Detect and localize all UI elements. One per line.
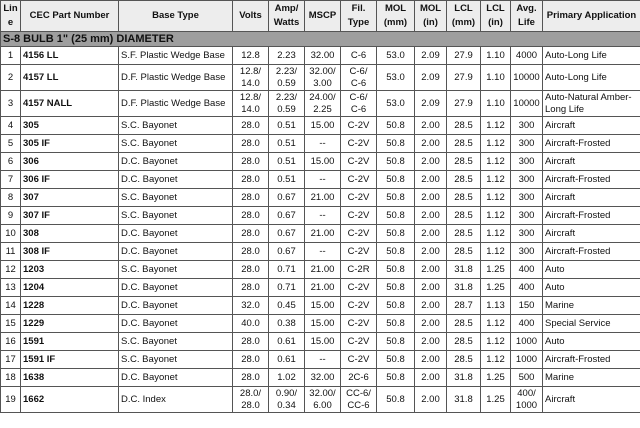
table-cell: 28.5 — [447, 207, 481, 225]
table-cell: Aircraft — [543, 387, 640, 413]
table-cell: 28.0/ 28.0 — [233, 387, 269, 413]
table-cell: 1.10 — [481, 47, 511, 65]
table-cell: 1.12 — [481, 243, 511, 261]
table-cell: 1.12 — [481, 315, 511, 333]
table-cell: S.F. Plastic Wedge Base — [119, 47, 233, 65]
table-cell: Aircraft-Frosted — [543, 171, 640, 189]
table-cell: C-6/ C-6 — [341, 65, 377, 91]
table-cell: 1591 IF — [21, 351, 119, 369]
table-cell: C-6 — [341, 47, 377, 65]
column-header: Base Type — [119, 1, 233, 32]
table-cell: 1.12 — [481, 117, 511, 135]
table-cell: 32.0 — [233, 297, 269, 315]
column-header: Amp/ Watts — [269, 1, 305, 32]
table-cell: 8 — [1, 189, 21, 207]
table-cell: 13 — [1, 279, 21, 297]
table-cell: 1.25 — [481, 369, 511, 387]
table-cell: Special Service — [543, 315, 640, 333]
table-cell: 12.8/ 14.0 — [233, 65, 269, 91]
table-cell: 21.00 — [305, 279, 341, 297]
table-cell: 2.23/ 0.59 — [269, 91, 305, 117]
table-cell: C-2V — [341, 351, 377, 369]
table-cell: D.C. Bayonet — [119, 297, 233, 315]
table-cell: 32.00 — [305, 47, 341, 65]
table-cell: D.C. Bayonet — [119, 369, 233, 387]
table-cell: 1662 — [21, 387, 119, 413]
table-header — [1, 1, 640, 32]
column-header: LCL (mm) — [447, 1, 481, 32]
table-cell: 15.00 — [305, 333, 341, 351]
table-cell: 300 — [511, 153, 543, 171]
table-cell: 6 — [1, 153, 21, 171]
table-cell: C-2V — [341, 207, 377, 225]
table-cell: 1591 — [21, 333, 119, 351]
table-cell: 50.8 — [377, 387, 415, 413]
table-cell: 0.51 — [269, 153, 305, 171]
table-cell: C-2V — [341, 117, 377, 135]
table-cell: 27.9 — [447, 91, 481, 117]
table-cell: 2.00 — [415, 225, 447, 243]
table-cell: 2.00 — [415, 153, 447, 171]
table-cell: 50.8 — [377, 333, 415, 351]
table-cell: Aircraft-Frosted — [543, 351, 640, 369]
table-cell: 305 IF — [21, 135, 119, 153]
table-cell: Auto — [543, 279, 640, 297]
table-cell: 306 — [21, 153, 119, 171]
table-cell: 500 — [511, 369, 543, 387]
table-cell: 1.25 — [481, 261, 511, 279]
table-cell: 308 IF — [21, 243, 119, 261]
table-row — [1, 65, 640, 91]
table-cell: 28.5 — [447, 189, 481, 207]
table-cell: 0.67 — [269, 189, 305, 207]
table-cell: S.C. Bayonet — [119, 117, 233, 135]
table-cell: Auto — [543, 261, 640, 279]
table-cell: 307 IF — [21, 207, 119, 225]
table-cell: 28.0 — [233, 243, 269, 261]
section-row — [1, 32, 640, 47]
table-cell: Marine — [543, 369, 640, 387]
table-cell: 28.7 — [447, 297, 481, 315]
table-cell: 21.00 — [305, 189, 341, 207]
table-cell: 9 — [1, 207, 21, 225]
table-cell: 19 — [1, 387, 21, 413]
table-cell: Aircraft — [543, 225, 640, 243]
table-cell: 1203 — [21, 261, 119, 279]
table-cell: 2C-6 — [341, 369, 377, 387]
table-cell: 1.12 — [481, 333, 511, 351]
table-cell: 50.8 — [377, 171, 415, 189]
table-cell: D.C. Bayonet — [119, 279, 233, 297]
table-cell: 12.8 — [233, 47, 269, 65]
table-cell: 2.00 — [415, 117, 447, 135]
table-row — [1, 225, 640, 243]
table-cell: 2.00 — [415, 243, 447, 261]
table-cell: 21.00 — [305, 225, 341, 243]
table-cell: 50.8 — [377, 135, 415, 153]
table-cell: 15.00 — [305, 153, 341, 171]
table-cell: 0.71 — [269, 279, 305, 297]
table-cell: C-2V — [341, 297, 377, 315]
table-cell: C-2R — [341, 261, 377, 279]
table-cell: 1.12 — [481, 189, 511, 207]
table-cell: 0.61 — [269, 351, 305, 369]
table-cell: 2.00 — [415, 189, 447, 207]
table-cell: 28.5 — [447, 333, 481, 351]
table-cell: Auto-Long Life — [543, 65, 640, 91]
table-cell: 0.38 — [269, 315, 305, 333]
table-cell: 53.0 — [377, 91, 415, 117]
table-cell: S.C. Bayonet — [119, 333, 233, 351]
table-cell: 2.09 — [415, 47, 447, 65]
table-cell: 27.9 — [447, 65, 481, 91]
table-cell: 12 — [1, 261, 21, 279]
table-cell: 308 — [21, 225, 119, 243]
table-row — [1, 351, 640, 369]
table-cell: 1.12 — [481, 171, 511, 189]
table-cell: 307 — [21, 189, 119, 207]
table-cell: C-2V — [341, 225, 377, 243]
table-cell: 31.8 — [447, 369, 481, 387]
table-body — [1, 32, 640, 413]
table-cell: 50.8 — [377, 189, 415, 207]
table-cell: C-2V — [341, 153, 377, 171]
table-cell: 2.00 — [415, 261, 447, 279]
table-cell: 50.8 — [377, 207, 415, 225]
table-cell: D.C. Bayonet — [119, 225, 233, 243]
table-cell: C-2V — [341, 315, 377, 333]
table-cell: C-2V — [341, 189, 377, 207]
table-cell: Auto-Natural Amber-Long Life — [543, 91, 640, 117]
table-row — [1, 91, 640, 117]
table-row — [1, 261, 640, 279]
table-row — [1, 297, 640, 315]
table-row — [1, 387, 640, 413]
table-cell: 31.8 — [447, 261, 481, 279]
table-cell: Aircraft-Frosted — [543, 135, 640, 153]
header-row — [1, 1, 640, 32]
table-cell: 2.23 — [269, 47, 305, 65]
table-cell: Marine — [543, 297, 640, 315]
table-cell: 300 — [511, 243, 543, 261]
table-cell: 0.67 — [269, 243, 305, 261]
column-header: Avg. Life — [511, 1, 543, 32]
table-cell: C-2V — [341, 333, 377, 351]
table-cell: 50.8 — [377, 315, 415, 333]
table-cell: Aircraft — [543, 153, 640, 171]
table-cell: CC-6/ CC-6 — [341, 387, 377, 413]
table-cell: S.C. Bayonet — [119, 351, 233, 369]
table-cell: 50.8 — [377, 297, 415, 315]
table-cell: 3 — [1, 91, 21, 117]
table-cell: 53.0 — [377, 47, 415, 65]
table-cell: 0.51 — [269, 135, 305, 153]
table-cell: 16 — [1, 333, 21, 351]
table-cell: 1229 — [21, 315, 119, 333]
table-cell: 28.0 — [233, 333, 269, 351]
table-cell: 28.0 — [233, 279, 269, 297]
table-row — [1, 207, 640, 225]
table-cell: 400/ 1000 — [511, 387, 543, 413]
column-header: MOL (in) — [415, 1, 447, 32]
table-cell: 40.0 — [233, 315, 269, 333]
table-cell: 28.5 — [447, 171, 481, 189]
table-row — [1, 117, 640, 135]
section-title: S-8 BULB 1" (25 mm) DIAMETER — [1, 32, 640, 47]
table-cell: 24.00/ 2.25 — [305, 91, 341, 117]
table-cell: 4 — [1, 117, 21, 135]
table-cell: D.F. Plastic Wedge Base — [119, 65, 233, 91]
table-cell: 28.0 — [233, 153, 269, 171]
table-cell: 2.00 — [415, 315, 447, 333]
table-cell: 28.0 — [233, 117, 269, 135]
table-cell: 15 — [1, 315, 21, 333]
table-cell: 28.0 — [233, 189, 269, 207]
table-cell: 28.0 — [233, 351, 269, 369]
table-row — [1, 369, 640, 387]
table-cell: 300 — [511, 207, 543, 225]
table-row — [1, 315, 640, 333]
table-cell: 2.00 — [415, 171, 447, 189]
table-cell: 32.00/ 6.00 — [305, 387, 341, 413]
table-cell: 32.00 — [305, 369, 341, 387]
table-cell: 0.51 — [269, 117, 305, 135]
table-cell: 53.0 — [377, 65, 415, 91]
table-row — [1, 171, 640, 189]
table-cell: 4157 NALL — [21, 91, 119, 117]
table-cell: 15.00 — [305, 117, 341, 135]
column-header: Lin e — [1, 1, 21, 32]
table-cell: -- — [305, 207, 341, 225]
table-cell: 4157 LL — [21, 65, 119, 91]
table-cell: 2.00 — [415, 387, 447, 413]
table-cell: D.C. Bayonet — [119, 153, 233, 171]
table-cell: 50.8 — [377, 261, 415, 279]
table-cell: 32.00/ 3.00 — [305, 65, 341, 91]
column-header: Volts — [233, 1, 269, 32]
table-cell: 50.8 — [377, 243, 415, 261]
table-cell: 0.61 — [269, 333, 305, 351]
table-row — [1, 279, 640, 297]
table-cell: 305 — [21, 117, 119, 135]
table-cell: 1 — [1, 47, 21, 65]
table-cell: 1.12 — [481, 135, 511, 153]
table-cell: 28.5 — [447, 243, 481, 261]
table-cell: 306 IF — [21, 171, 119, 189]
column-header: Primary Application — [543, 1, 640, 32]
table-cell: 2.09 — [415, 65, 447, 91]
table-cell: 2.00 — [415, 369, 447, 387]
table-cell: 1.12 — [481, 207, 511, 225]
table-cell: 28.5 — [447, 225, 481, 243]
table-cell: 1638 — [21, 369, 119, 387]
column-header: MOL (mm) — [377, 1, 415, 32]
table-cell: 2.00 — [415, 135, 447, 153]
table-row — [1, 333, 640, 351]
table-cell: 1.25 — [481, 279, 511, 297]
table-cell: 50.8 — [377, 225, 415, 243]
table-cell: 50.8 — [377, 153, 415, 171]
table-cell: 1228 — [21, 297, 119, 315]
column-header: Fil. Type — [341, 1, 377, 32]
table-cell: 0.71 — [269, 261, 305, 279]
table-cell: 28.0 — [233, 225, 269, 243]
column-header: MSCP — [305, 1, 341, 32]
table-cell: 4000 — [511, 47, 543, 65]
table-cell: 1204 — [21, 279, 119, 297]
table-cell: C-2V — [341, 135, 377, 153]
table-cell: 31.8 — [447, 279, 481, 297]
table-cell: C-2V — [341, 279, 377, 297]
table-cell: 28.0 — [233, 171, 269, 189]
table-cell: 1000 — [511, 333, 543, 351]
table-cell: 12.8/ 14.0 — [233, 91, 269, 117]
table-cell: 150 — [511, 297, 543, 315]
table-cell: 300 — [511, 171, 543, 189]
table-cell: 28.5 — [447, 117, 481, 135]
table-cell: 1.12 — [481, 153, 511, 171]
table-cell: Aircraft-Frosted — [543, 207, 640, 225]
table-row — [1, 47, 640, 65]
table-row — [1, 153, 640, 171]
table-cell: 1.25 — [481, 387, 511, 413]
table-cell: 31.8 — [447, 387, 481, 413]
table-cell: S.C. Bayonet — [119, 135, 233, 153]
table-cell: 17 — [1, 351, 21, 369]
table-cell: 14 — [1, 297, 21, 315]
table-cell: 1.12 — [481, 225, 511, 243]
table-cell: 15.00 — [305, 297, 341, 315]
table-cell: C-2V — [341, 171, 377, 189]
table-cell: 300 — [511, 225, 543, 243]
table-row — [1, 135, 640, 153]
table-cell: D.C. Index — [119, 387, 233, 413]
table-cell: 21.00 — [305, 261, 341, 279]
table-cell: Aircraft — [543, 189, 640, 207]
table-cell: 28.0 — [233, 207, 269, 225]
table-cell: 1.10 — [481, 91, 511, 117]
table-cell: Auto — [543, 333, 640, 351]
table-cell: 18 — [1, 369, 21, 387]
table-cell: 10000 — [511, 91, 543, 117]
table-cell: 50.8 — [377, 279, 415, 297]
table-cell: -- — [305, 135, 341, 153]
table-cell: 400 — [511, 279, 543, 297]
table-cell: 300 — [511, 135, 543, 153]
table-cell: 11 — [1, 243, 21, 261]
table-cell: D.C. Bayonet — [119, 171, 233, 189]
table-cell: 4156 LL — [21, 47, 119, 65]
table-cell: 0.45 — [269, 297, 305, 315]
table-cell: 300 — [511, 189, 543, 207]
table-cell: 28.5 — [447, 153, 481, 171]
table-cell: 28.0 — [233, 135, 269, 153]
table-cell: 50.8 — [377, 117, 415, 135]
table-cell: 5 — [1, 135, 21, 153]
table-cell: 2.23/ 0.59 — [269, 65, 305, 91]
table-cell: 1.02 — [269, 369, 305, 387]
table-cell: 10 — [1, 225, 21, 243]
table-cell: D.C. Bayonet — [119, 315, 233, 333]
table-cell: D.F. Plastic Wedge Base — [119, 91, 233, 117]
column-header: LCL (in) — [481, 1, 511, 32]
table-cell: 28.0 — [233, 369, 269, 387]
table-cell: 27.9 — [447, 47, 481, 65]
table-row — [1, 189, 640, 207]
column-header: CEC Part Number — [21, 1, 119, 32]
table-cell: 1000 — [511, 351, 543, 369]
table-cell: 2.09 — [415, 91, 447, 117]
table-cell: 400 — [511, 315, 543, 333]
table-cell: 7 — [1, 171, 21, 189]
table-cell: C-6/ C-6 — [341, 91, 377, 117]
table-cell: Aircraft-Frosted — [543, 243, 640, 261]
table-cell: 2.00 — [415, 351, 447, 369]
table-cell: 0.90/ 0.34 — [269, 387, 305, 413]
table-cell: 2 — [1, 65, 21, 91]
table-cell: 50.8 — [377, 369, 415, 387]
table-cell: S.C. Bayonet — [119, 189, 233, 207]
table-cell: 28.5 — [447, 351, 481, 369]
table-cell: 0.67 — [269, 207, 305, 225]
table-cell: Aircraft — [543, 117, 640, 135]
table-cell: D.C. Bayonet — [119, 243, 233, 261]
table-row — [1, 243, 640, 261]
table-cell: S.C. Bayonet — [119, 261, 233, 279]
table-cell: -- — [305, 351, 341, 369]
table-cell: 10000 — [511, 65, 543, 91]
table-cell: 2.00 — [415, 333, 447, 351]
table-cell: 15.00 — [305, 315, 341, 333]
table-cell: 28.0 — [233, 261, 269, 279]
table-cell: 300 — [511, 117, 543, 135]
table-cell: 1.12 — [481, 351, 511, 369]
table-cell: Auto-Long Life — [543, 47, 640, 65]
table-cell: 0.51 — [269, 171, 305, 189]
table-cell: 28.5 — [447, 315, 481, 333]
table-cell: -- — [305, 243, 341, 261]
table-cell: 2.00 — [415, 297, 447, 315]
table-cell: 2.00 — [415, 279, 447, 297]
table-cell: C-2V — [341, 243, 377, 261]
table-cell: 2.00 — [415, 207, 447, 225]
table-cell: S.C. Bayonet — [119, 207, 233, 225]
table-cell: 50.8 — [377, 351, 415, 369]
table-cell: 0.67 — [269, 225, 305, 243]
table-cell: 28.5 — [447, 135, 481, 153]
table-cell: 400 — [511, 261, 543, 279]
table-cell: 1.13 — [481, 297, 511, 315]
table-cell: 1.10 — [481, 65, 511, 91]
table-cell: -- — [305, 171, 341, 189]
